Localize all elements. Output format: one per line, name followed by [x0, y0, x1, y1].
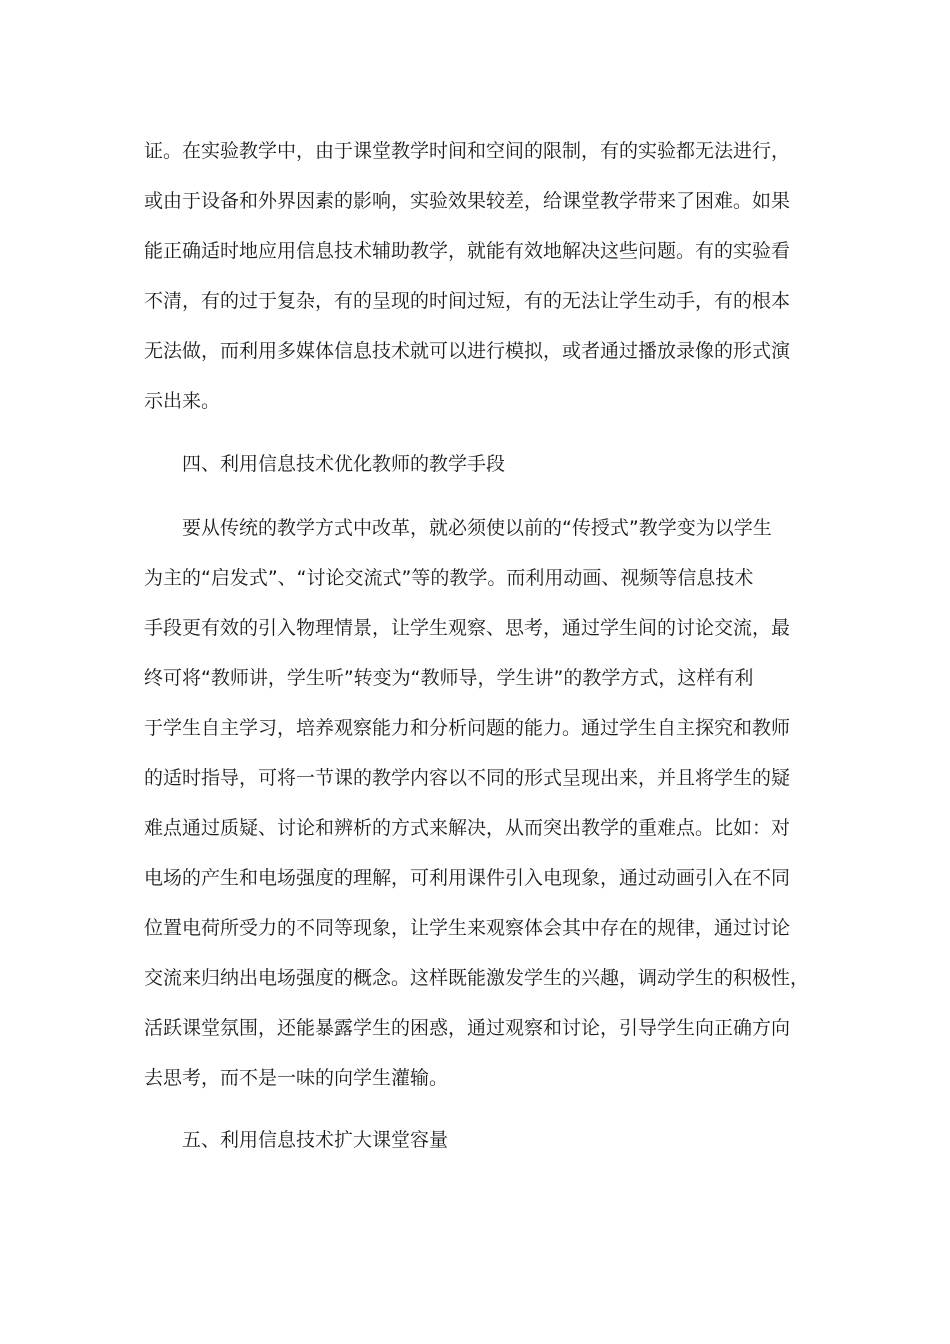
paragraph-line: 的适时指导，可将一节课的教学内容以不同的形式呈现出来，并且将学生的疑: [144, 767, 791, 789]
paragraph-line: 于学生自主学习，培养观察能力和分析问题的能力。通过学生自主探究和教师: [144, 717, 791, 739]
paragraph-line: 或由于设备和外界因素的影响，实验效果较差，给课堂教学带来了困难。如果: [144, 190, 791, 212]
paragraph-line: 能正确适时地应用信息技术辅助教学，就能有效地解决这些问题。有的实验看: [144, 240, 791, 262]
paragraph-line: 活跃课堂氛围，还能暴露学生的困惑，通过观察和讨论，引导学生向正确方向: [144, 1017, 791, 1039]
paragraph-line: 为主的“启发式”、“讨论交流式”等的教学。而利用动画、视频等信息技术: [144, 567, 754, 589]
paragraph-line: 要从传统的教学方式中改革，就必须使以前的“传授式”教学变为以学生: [182, 517, 772, 539]
paragraph-line: 交流来归纳出电场强度的概念。这样既能激发学生的兴趣，调动学生的积极性，: [144, 967, 810, 989]
section-heading-5: 五、利用信息技术扩大课堂容量: [182, 1129, 449, 1151]
paragraph-line: 电场的产生和电场强度的理解，可利用课件引入电现象，通过动画引入在不同: [144, 867, 791, 889]
paragraph-line: 无法做，而利用多媒体信息技术就可以进行模拟，或者通过播放录像的形式演: [144, 340, 791, 362]
paragraph-line: 难点通过质疑、讨论和辨析的方式来解决，从而突出教学的重难点。比如：对: [144, 817, 791, 839]
paragraph-line: 手段更有效的引入物理情景，让学生观察、思考，通过学生间的讨论交流，最: [144, 617, 791, 639]
paragraph-line: 不清，有的过于复杂，有的呈现的时间过短，有的无法让学生动手，有的根本: [144, 290, 791, 312]
paragraph-line: 位置电荷所受力的不同等现象，让学生来观察体会其中存在的规律，通过讨论: [144, 917, 791, 939]
paragraph-line: 证。在实验教学中，由于课堂教学时间和空间的限制，有的实验都无法进行，: [144, 140, 791, 162]
section-heading-4: 四、利用信息技术优化教师的教学手段: [182, 453, 506, 475]
paragraph-line: 终可将“教师讲，学生听”转变为“教师导，学生讲”的教学方式，这样有利: [144, 667, 754, 689]
paragraph-line: 示出来。: [144, 390, 221, 412]
paragraph-line: 去思考，而不是一味的向学生灌输。: [144, 1067, 449, 1089]
